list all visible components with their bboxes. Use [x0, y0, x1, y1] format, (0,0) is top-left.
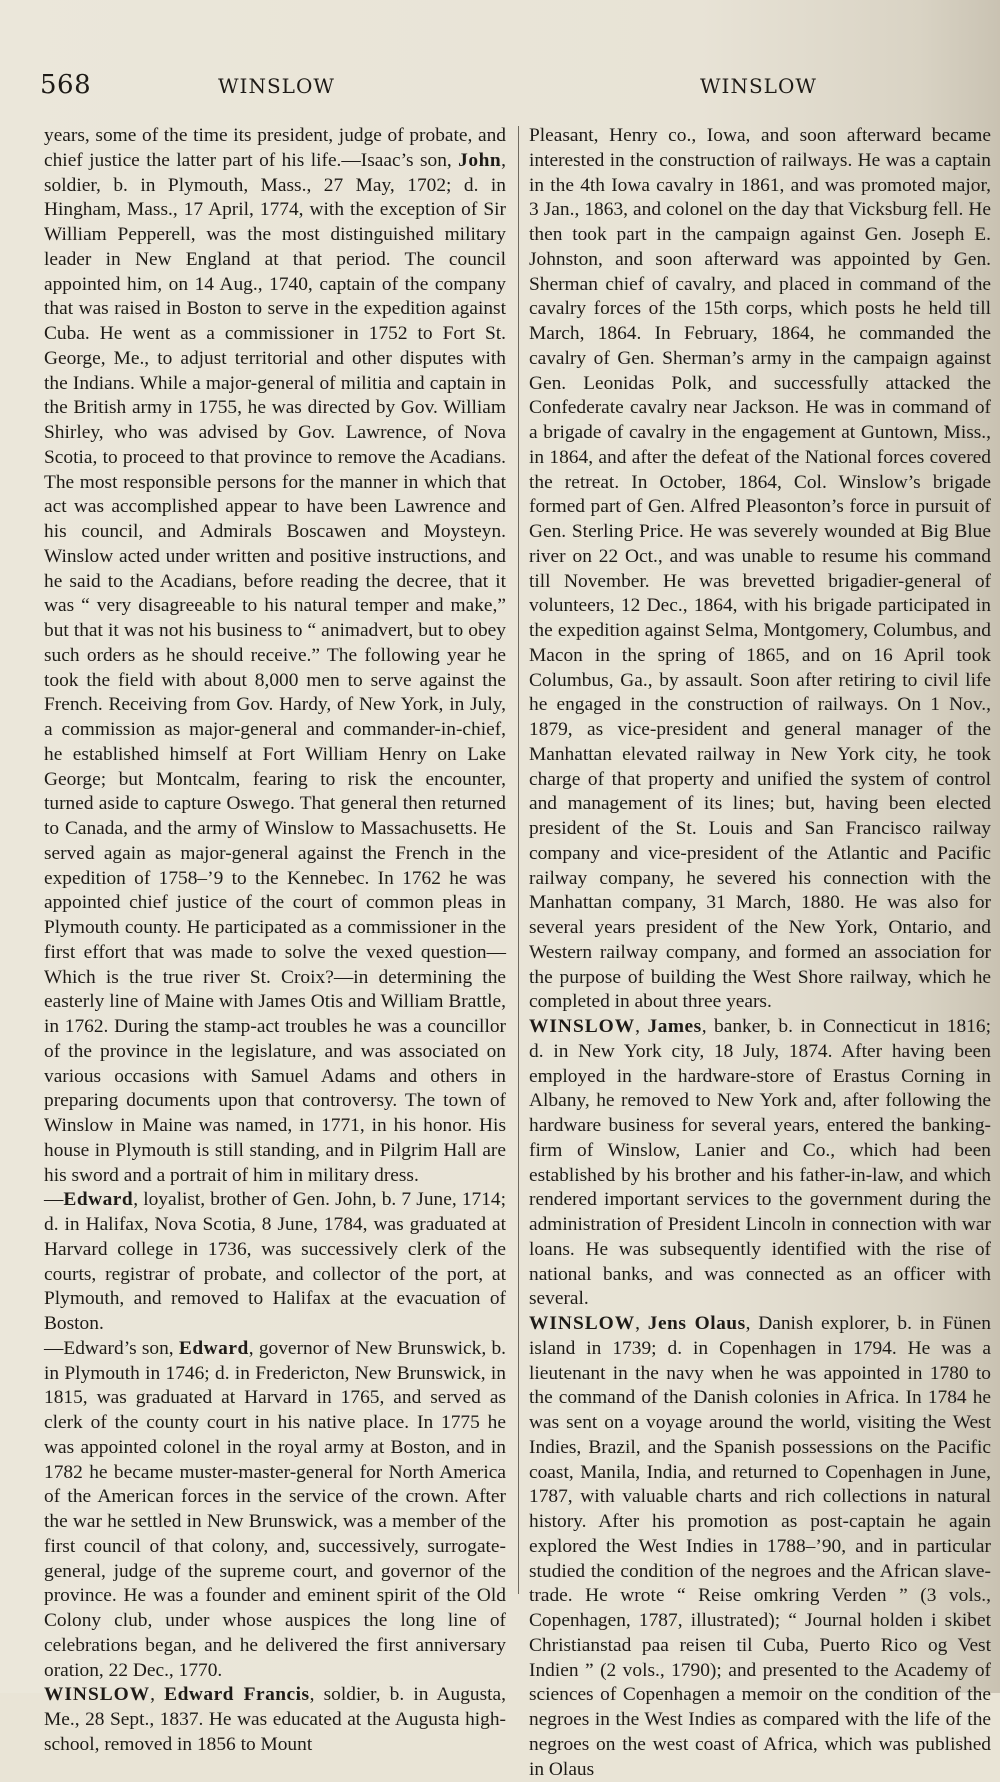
- running-head-right: WINSLOW: [700, 74, 817, 98]
- page-header: [40, 70, 900, 106]
- text-run: , soldier, b. in Plymouth, Mass., 27 May, 1702; d. in Hingham, Mass., 17 April, 1774, with the exception of Sir William Pepperell, was the most distinguished military leader in New England at that period. The council appointed him, on 14 Aug., 1740, captain of the company that was raised in Boston to serve in the expedition against Cuba. He went as a commissioner in 1752 to Fort St. George, Me., to adjust territorial and other disputes with the Indians. While a major-general of militia and captain in the British army in 1755, he was directed by Gov. William Shirley, who was advised by Gov. Lawrence, of Nova Scotia, to proceed to that province to remove the Acadians. The most responsible persons for the manner in which that act was accomplished appear to have been Lawrence and his council, and Admirals Boscawen and Moysteyn. Winslow acted under written and positive instructions, and he said to the Acadians, before reading the decree, that it was “ very disagreeable to his natural temper and make,” but that it was not his business to “ animadvert, but to obey such orders as he should receive.” The following year he took the field with about 8,000 men to serve against the French. Receiving from Gov. Hardy, of New York, in July, a commission as major-general and commander-in-chief, he established himself at Fort William Henry on Lake George; but Montcalm, fearing to risk the encounter, turned aside to capture Oswego. That general then returned to Canada, and the army of Winslow to Massachusetts. He served again as major-general against the French in the expedition of 1758–’9 to the Kennebec. In 1762 he was appointed chief justice of the court of common pleas in Plymouth county. He participated as a commissioner in the first effort that was made to solve the vexed question—Which is the true river St. Croix?—in determining the easterly line of Maine with James Otis and William Brattle, in 1762. During the stamp-act troubles he was a councillor of the province in the legislature, and was associated on various occasions with Samuel Adams and others in preparing documents upon that controversy. The town of Winslow in Maine was named, in 1771, in his honor. His house in Plymouth is still standing, and in Pilgrim Hall are his sword and a portrait of him in military dress.: [44, 149, 506, 1186]
- subject-name-john: John: [458, 149, 502, 171]
- page-number: 568: [40, 70, 92, 100]
- text-run: , banker, b. in Connecticut in 1816; d. in New York city, 18 July, 1874. After having been employed in the hardware-store of Erastus Corning in Albany, he removed to New York and, after following the hardware business for several years, entered the banking-firm of Winslow, Lanier and Co., which had been established by his brother and his father-in-law, and which rendered important services to the government during the administration of President Lincoln in connection with war loans. He was subsequently identified with the rise of national banks, and was connected as an officer with several.: [529, 1016, 991, 1310]
- subject-name-edward: Edward: [63, 1189, 134, 1211]
- edward-governor-paragraph: [44, 1337, 506, 1684]
- subject-name-edward-son: Edward: [178, 1337, 249, 1359]
- entry-given-name: James: [647, 1016, 702, 1037]
- entry-given-name: Edward Francis: [164, 1684, 310, 1706]
- entry-jens-olaus: WINSLOW, Jens Olaus, Danish explorer, b. in Fünen island in 1739; d. in Copenhagen in 1794. He was a lieutenant in the navy when he was appointed in 1780 to the command of the Danish colonies in Africa. In 1784 he was sent on a voyage around the world, visiting the West Indies, Brazil, and the Spanish possessions on the Pacific coast, Manila, India, and returned to Copenhagen in June, 1787, with valuable charts and rich collections in natural history. After his promotion as post-captain he again explored the West Indies in 1788–’90, and in particular studied the condition of the negroes and the African slave-trade. He wrote “ Reise omkring Verden ” (3 vols., Copenhagen, 1787, illustrated); “ Journal holden i skibet Christianstad paa reisen til Cuba, Puerto Rico og Vest Indien ” (2 vols., 1790); and presented to the Academy of sciences of Copenhagen a memoir on the condition of the negroes in the West Indies as compared with the life of the negroes on the west coast of Africa, which was published in Olaus: [529, 1313, 991, 1780]
- entry-edward-francis: WINSLOW, Edward Francis, soldier, b. in Augusta, Me., 28 Sept., 1837. He was educated at the Augusta high-school, removed in 1856 to Mount: [44, 1684, 506, 1755]
- entry-surname: WINSLOW: [529, 1313, 636, 1334]
- text-run: , governor of New Brunswick, b. in Plymouth in 1746; d. in Fredericton, New Brunswick, in 1815, was graduated at Harvard in 1765, and served as clerk of the county court in his native place. In 1775 he was appointed colonel in the royal army at Boston, and in 1782 he became muster-master-general for North America of the American forces in the service of the crown. After the war he settled in New Brunswick, was a member of the first council of that colony, and, successively, surrogate-general, judge of the supreme court, and governor of the province. He was a founder and eminent spirit of the Old Colony club, under whose auspices the long line of celebrations began, and he delivered the first anniversary oration, 22 Dec., 1770.: [44, 1337, 507, 1681]
- entry-surname: WINSLOW: [44, 1684, 151, 1706]
- edward-francis-continued-paragraph: Pleasant, Henry co., Iowa, and soon afterward became interested in the construction of railways. He was a captain in the 4th Iowa cavalry in 1861, and was promoted major, 3 Jan., 1863, and colonel on the day that Vicksburg fell. He then took part in the campaign against Gen. Joseph E. Johnston, and soon afterward was appointed by Gen. Sherman chief of cavalry, and placed in command of the cavalry forces of the 15th corps, which posts he held till March, 1864. In February, 1864, he commanded the cavalry of Gen. Sherman’s army in the campaign against Gen. Leonidas Polk, and successfully attacked the Confederate cavalry near Jackson. He was in command of a brigade of cavalry in the engagement at Guntown, Miss., in 1864, and after the defeat of the National forces covered the retreat. In October, 1864, Col. Winslow’s brigade formed part of Gen. Alfred Pleasonton’s force in pursuit of Gen. Sterling Price. He was severely wounded at Big Blue river on 22 Oct., and was unable to resume his command till November. He was brevetted brigadier-general of volunteers, 12 Dec., 1864, with his brigade participated in the expedition against Selma, Montgomery, Columbus, and Macon in the spring of 1865, and on 16 April took Columbus, Ga., by assault. Soon after retiring to civil life he engaged in the construction of railways. On 1 Nov., 1879, as vice-president and general manager of the Manhattan elevated railway in New York city, he took charge of that property and unified the system of control and management of its lines; but, having been elected president of the St. Louis and San Francisco railway company and vice-president of the Atlantic and Pacific railway company, he severed his connection with the Manhattan company, 31 March, 1880. He was also for several years president of the New York, Ontario, and Western railway company, and formed an association for the purpose of building the West Shore railway, which he completed in about three years.: [529, 125, 991, 1013]
- entry-surname: WINSLOW: [529, 1016, 636, 1037]
- left-column: [44, 124, 507, 1755]
- edward-loyalist-paragraph: [44, 1188, 506, 1337]
- john-winslow-paragraph: [44, 124, 506, 1188]
- running-head-left: WINSLOW: [218, 74, 335, 98]
- text-run: —: [44, 1189, 64, 1211]
- entry-james: WINSLOW, James, banker, b. in Connecticut in 1816; d. in New York city, 18 July, 1874. After having been employed in the hardware-store of Erastus Corning in Albany, he removed to New York and, after following the hardware business for several years, entered the banking-firm of Winslow, Lanier and Co., which had been established by his brother and his father-in-law, and which rendered important services to the government during the administration of President Lincoln in connection with war loans. He was subsequently identified with the rise of national banks, and was connected as an officer with several.: [529, 1016, 991, 1310]
- text-run: , loyalist, brother of Gen. John, b. 7 June, 1714; d. in Halifax, Nova Scotia, 8 June, 1784, was graduated at Harvard college in 1736, was successively clerk of the courts, registrar of probate, and collector of the port, at Plymouth, and removed to Halifax at the evacuation of Boston.: [44, 1189, 506, 1334]
- text-run: years, some of the time its president, judge of probate, and chief justice the latter part of his life.—Isaac’s son,: [44, 125, 506, 171]
- text-run: —Edward’s son,: [44, 1337, 179, 1359]
- entry-given-name: Jens Olaus: [647, 1313, 746, 1334]
- column-divider: [518, 126, 519, 1594]
- text-run: , soldier, b. in Augusta, Me., 28 Sept., 1837. He was educated at the Augusta high-school, removed in 1856 to Mount: [44, 1684, 506, 1755]
- text-run: , Danish explorer, b. in Fünen island in 1739; d. in Copenhagen in 1794. He was a lieutenant in the navy when he was appointed in 1780 to the command of the Danish colonies in Africa. In 1784 he was sent on a voyage around the world, visiting the West Indies, Brazil, and the Spanish possessions on the Pacific coast, Manila, India, and returned to Copenhagen in June, 1787, with valuable charts and rich collections in natural history. After his promotion as post-captain he again explored the West Indies in 1788–’90, and in particular studied the condition of the negroes and the African slave-trade. He wrote “ Reise omkring Verden ” (3 vols., Copenhagen, 1787, illustrated); “ Journal holden i skibet Christianstad paa reisen til Cuba, Puerto Rico og Vest Indien ” (2 vols., 1790); and presented to the Academy of sciences of Copenhagen a memoir on the condition of the negroes in the West Indies as compared with the life of the negroes on the west coast of Africa, which was published in Olaus: [529, 1313, 991, 1780]
- right-column: [529, 124, 991, 1780]
